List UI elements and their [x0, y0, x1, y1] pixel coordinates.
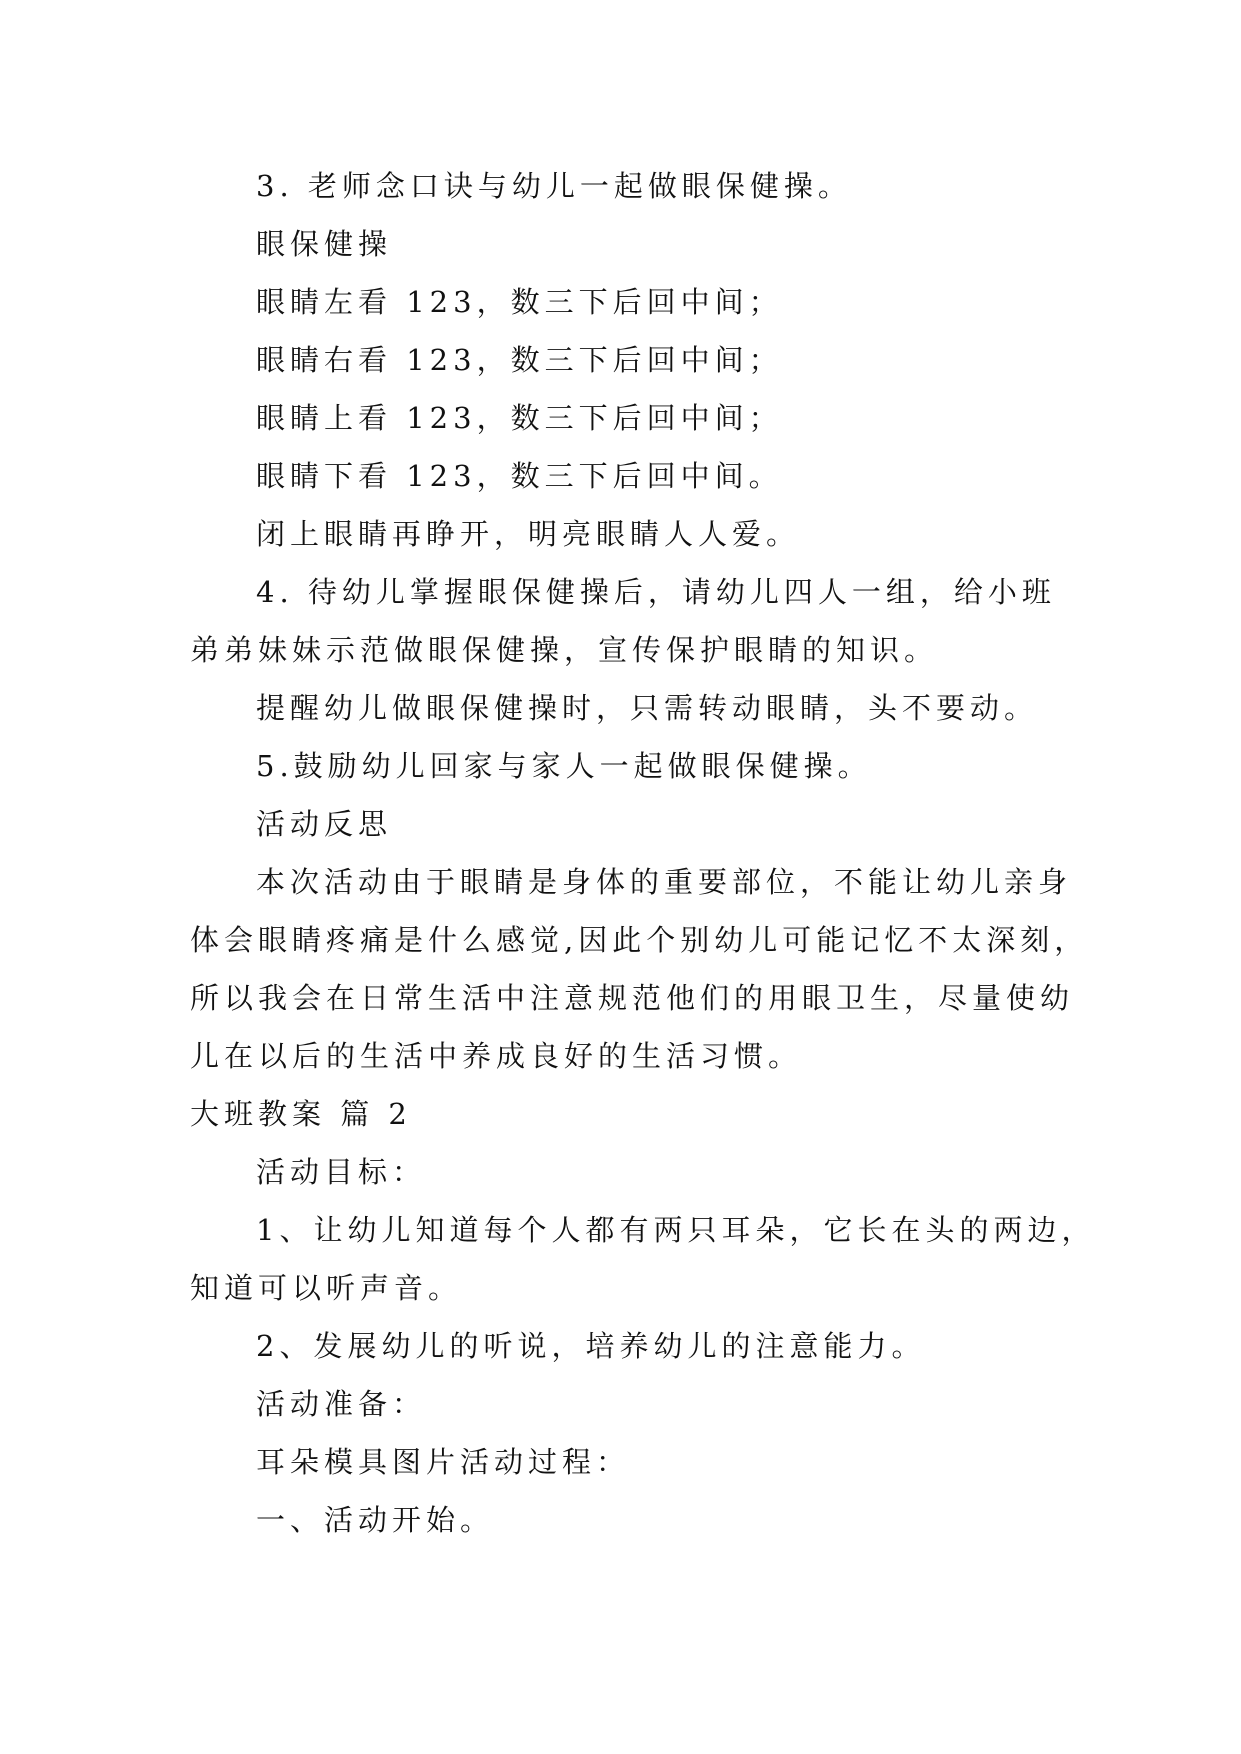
chant-line-down: 眼睛下看 123，数三下后回中间。	[256, 459, 783, 493]
step-3-text: 3. 老师念口诀与幼儿一起做眼保健操。	[256, 169, 852, 203]
chant-line-close: 闭上眼睛再睁开，明亮眼睛人人爱。	[256, 517, 801, 551]
chant-line-left: 眼睛左看 123，数三下后回中间；	[256, 285, 783, 319]
reflection-paragraph-line-3: 所以我会在日常生活中注意规范他们的用眼卫生，尽量使幼	[190, 981, 1075, 1015]
step-5-text: 5.鼓励幼儿回家与家人一起做眼保健操。	[256, 749, 872, 783]
goal-2-text: 2、发展幼儿的听说，培养幼儿的注意能力。	[256, 1329, 926, 1363]
goal-1-text: 1、让幼儿知道每个人都有两只耳朵，它长在头的两边，	[256, 1213, 1096, 1247]
chant-line-up: 眼睛上看 123，数三下后回中间；	[256, 401, 783, 435]
preparation-heading: 活动准备：	[256, 1387, 427, 1421]
exercise-title: 眼保健操	[256, 227, 393, 261]
step-4-text: 4. 待幼儿掌握眼保健操后，请幼儿四人一组，给小班	[256, 575, 1056, 609]
preparation-text: 耳朵模具图片活动过程：	[256, 1445, 631, 1479]
reflection-heading: 活动反思	[256, 807, 393, 841]
chant-line-right: 眼睛右看 123，数三下后回中间；	[256, 343, 783, 377]
reflection-paragraph-line-1: 本次活动由于眼睛是身体的重要部位，不能让幼儿亲身	[256, 865, 1073, 899]
reflection-paragraph-line-4: 儿在以后的生活中养成良好的生活习惯。	[190, 1039, 803, 1073]
goal-1-text-cont: 知道可以听声音。	[190, 1271, 463, 1305]
reflection-paragraph-line-2: 体会眼睛疼痛是什么感觉,因此个别幼儿可能记忆不太深刻，	[190, 923, 1089, 957]
section-heading-2: 大班教案 篇 2	[190, 1097, 412, 1131]
goals-heading: 活动目标：	[256, 1155, 427, 1189]
process-step-1: 一、活动开始。	[256, 1503, 495, 1537]
step-4-text-cont: 弟弟妹妹示范做眼保健操，宣传保护眼睛的知识。	[190, 633, 939, 667]
reminder-text: 提醒幼儿做眼保健操时，只需转动眼睛，头不要动。	[256, 691, 1039, 725]
